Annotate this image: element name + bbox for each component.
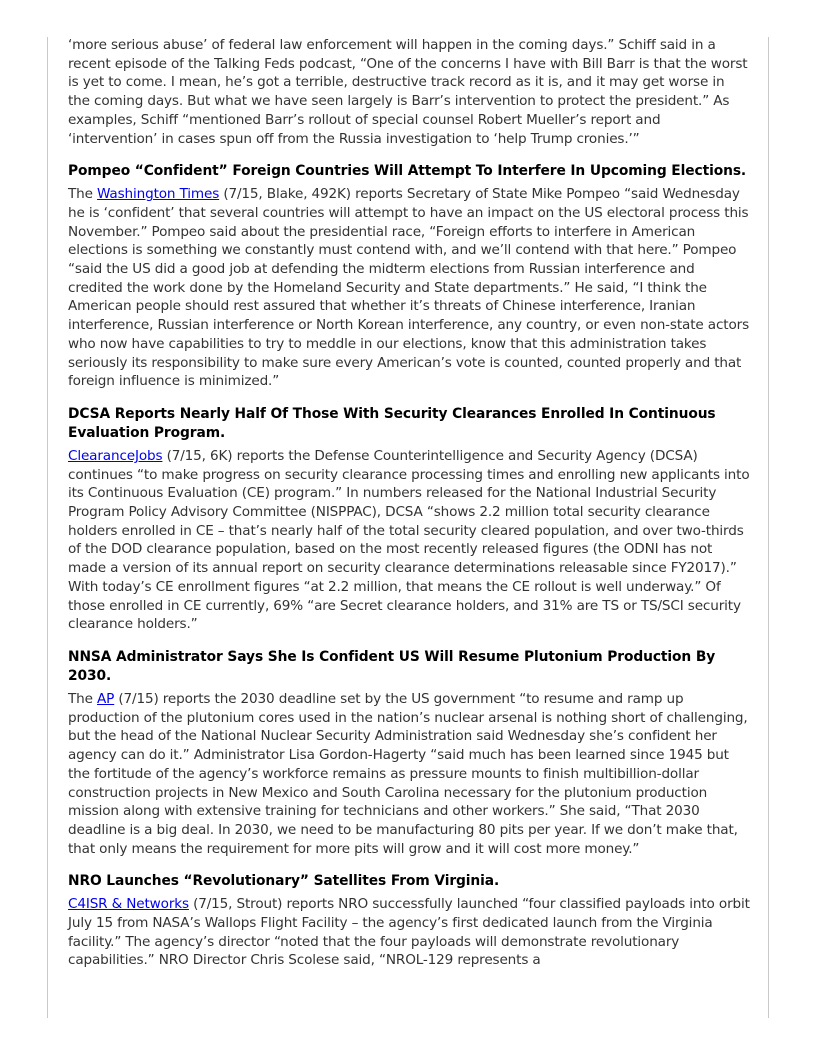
story-text: (7/15, Blake, 492K) reports Secretary of State Mike Pompeo “said Wednesday he is ‘confident’ that several countries will attempt to have an impact on the US electoral process this November.” Pompeo said about the presidential race, “Foreign efforts to interfere in American elections is something we constantly must contend with, and we’ll contend with that here.” Pompeo “said the US did a good job at defending the midterm elections from Russian interference and credited the work done by the Homeland Security and State departments.” He said, “I think the American people should rest assured that whether it’s threats of Chinese interference, Iranian interference, Russian interference or North Korean interference, any country, or even non-state actors who now have capabilities to try to meddle in our elections, know that this administration takes seriously its responsibility to make sure every American’s vote is counted, counted properly and that foreign influence is minimized.” bbox=[68, 186, 750, 390]
story-body bbox=[68, 690, 750, 858]
story-text: (7/15, Strout) reports NRO successfully launched “four classified payloads into orbit July 15 from NASA’s Wallops Flight Facility – the agency’s first dedicated launch from the Virginia facility.” The agency’s director “noted that the four payloads will demonstrate revolutionary capabilities.” NRO Director Chris Scolese said, “NROL-129 represents a bbox=[68, 896, 750, 969]
document-body bbox=[68, 36, 750, 984]
story-body bbox=[68, 447, 750, 634]
story-text: (7/15, 6K) reports the Defense Counterintelligence and Security Agency (DCSA) continues “to make progress on security clearance processing times and enrolling new applicants into its Continuous Evaluation (CE) program.” In numbers released for the National Industrial Security Program Policy Advisory Committee (NISPPAC), DCSA “shows 2.2 million total security clearance holders enrolled in CE – that’s nearly half of the total security cleared population, and over two-thirds of the DOD clearance population, based on the most recently released figures (the ODNI has not made a version of its annual report on security clearance determinations releasable since FY2017).” With today’s CE enrollment figures “at 2.2 million, that means the CE rollout is well underway.” Of those enrolled in CE currently, 69% “are Secret clearance holders, and 31% are TS or TS/SCI security clearance holders.” bbox=[68, 447, 750, 633]
story-prefix: The bbox=[68, 186, 98, 203]
story-body bbox=[68, 185, 750, 391]
story-headline: DCSA Reports Nearly Half Of Those With Security Clearances Enrolled In Continuous Evaluation Program. bbox=[68, 405, 716, 441]
story-nnsa bbox=[68, 648, 750, 858]
source-link-washington-times[interactable]: Washington Times bbox=[97, 186, 220, 203]
story-headline: Pompeo “Confident” Foreign Countries Will Attempt To Interfere In Upcoming Elections. bbox=[68, 163, 747, 180]
story-pompeo bbox=[68, 162, 750, 391]
story-prefix: The bbox=[68, 690, 98, 707]
story-body bbox=[68, 895, 750, 970]
story-headline: NRO Launches “Revolutionary” Satellites From Virginia. bbox=[68, 873, 500, 890]
story-text: (7/15) reports the 2030 deadline set by the US government “to resume and ramp up production of the plutonium cores used in the nation’s nuclear arsenal is nothing short of challenging, but the head of the National Nuclear Security Administration said Wednesday she’s confident her agency can do it.” Administrator Lisa Gordon-Hagerty “said much has been learned since 1945 but the fortitude of the agency’s workforce remains as pressure mounts to finish multibillion-dollar construction projects in New Mexico and South Carolina necessary for the plutonium production mission along with extensive training for technicians and other workers.” She said, “That 2030 deadline is a big deal. In 2030, we need to be manufacturing 80 pits per year. If we don’t make that, that only means the requirement for more pits will grow and it will cost more money.” bbox=[68, 690, 748, 857]
source-link-c4isr-networks[interactable]: C4ISR & Networks bbox=[68, 896, 189, 913]
story-dcsa bbox=[68, 405, 750, 634]
lead-paragraph: ‘more serious abuse’ of federal law enforcement will happen in the coming days.” Schiff said in a recent episode of the Talking Feds podcast, “One of the concerns I have with Bill Barr is that the worst is yet to come. I mean, he’s got a terrible, destructive track record as it is, and it may get worse in the coming days. But what we have seen largely is Barr’s intervention to protect the president.” As examples, Schiff “mentioned Barr’s rollout of special counsel Robert Mueller’s report and ‘intervention’ in cases spun off from the Russia investigation to ‘help Trump cronies.’” bbox=[68, 37, 748, 147]
story-headline: NNSA Administrator Says She Is Confident US Will Resume Plutonium Production By 2030. bbox=[68, 648, 716, 684]
source-link-clearancejobs[interactable]: ClearanceJobs bbox=[68, 447, 163, 464]
story-nro bbox=[68, 872, 750, 970]
source-link-ap[interactable]: AP bbox=[97, 690, 115, 707]
